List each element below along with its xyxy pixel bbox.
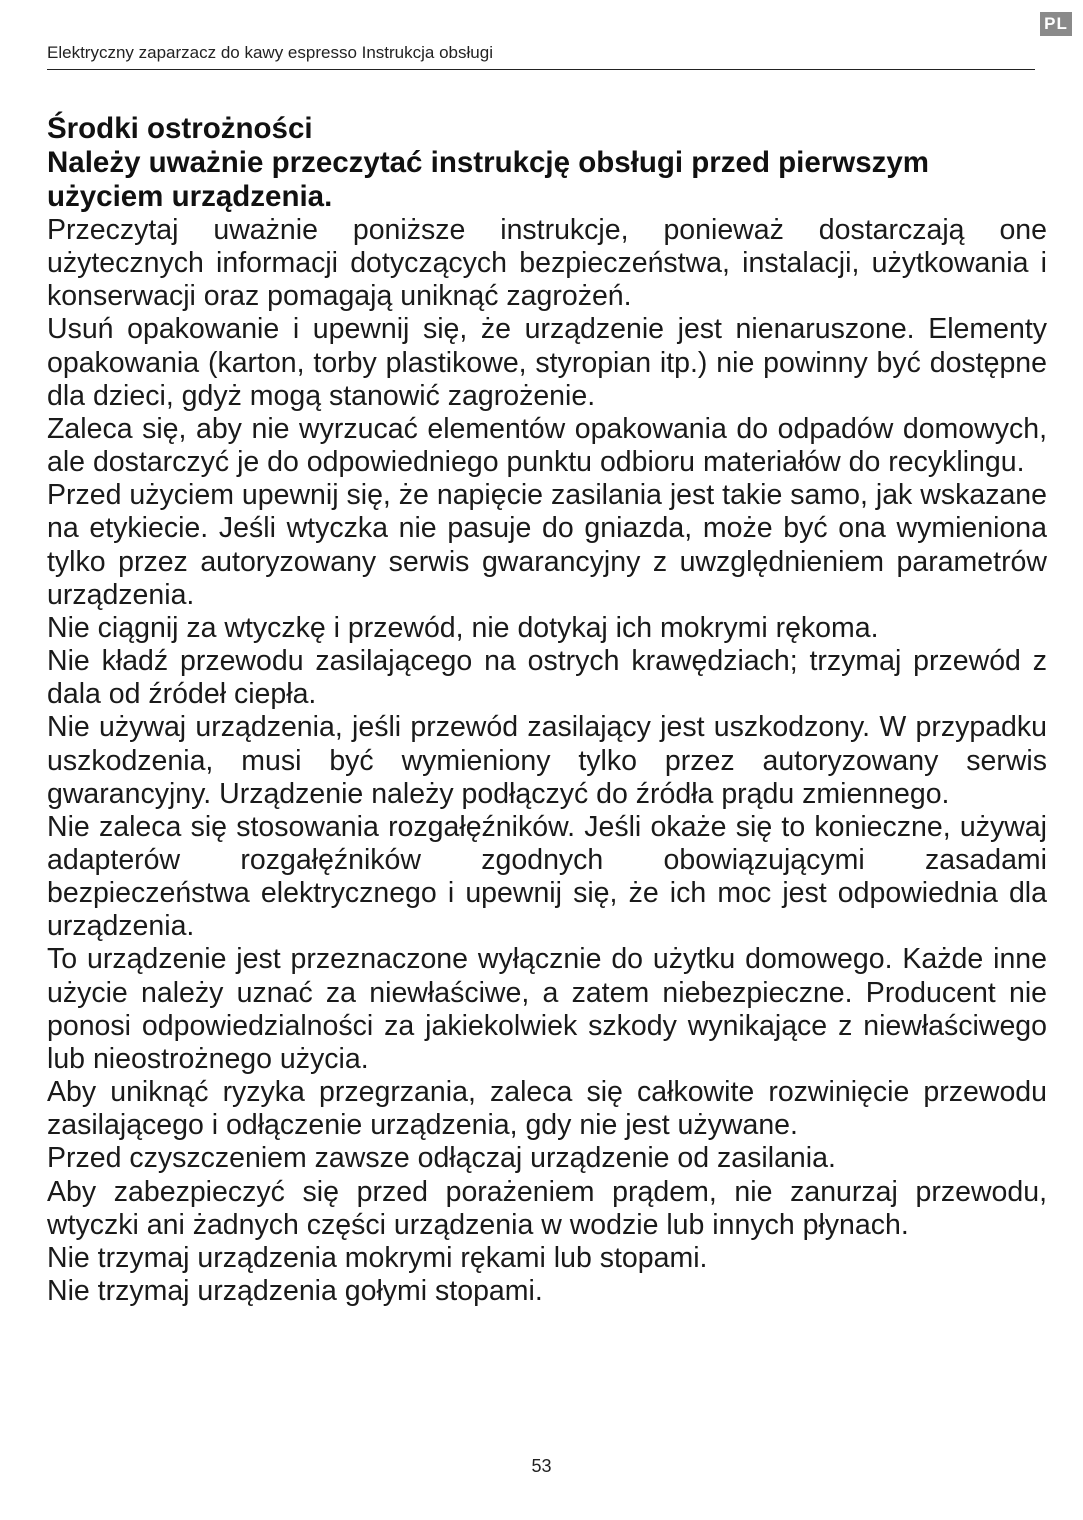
paragraph: Nie używaj urządzenia, jeśli przewód zasilający jest uszkodzony. W przypadku uszkodzenia, musi być wymieniony tylko przez autoryzowany serwis gwarancyjny. Urządzenie należy podłączyć do źródła prądu zmiennego. — [47, 711, 1047, 810]
language-badge: PL — [1040, 12, 1072, 36]
header-divider — [47, 69, 1035, 70]
paragraph: Przed czyszczeniem zawsze odłączaj urządzenie od zasilania. — [47, 1142, 836, 1175]
warning-heading: Należy uważnie przeczytać instrukcję obsługi przed pierwszym użyciem urządzenia. — [47, 146, 930, 213]
paragraph: Nie trzymaj urządzenia mokrymi rękami lub stopami. — [47, 1241, 708, 1274]
paragraph: Nie trzymaj urządzenia gołymi stopami. — [47, 1275, 543, 1307]
paragraph: To urządzenie jest przeznaczone wyłącznie do użytku domowego. Każde inne użycie należy uznać za niewłaściwe, a zatem niebezpieczne. Producent nie ponosi odpowiedzialności za jakiekolwiek szkody wynikające z niewłaściwego lub nieostrożnego użycia. — [47, 943, 1047, 1075]
safety-section — [47, 112, 1047, 1308]
paragraph: Nie zaleca się stosowania rozgałęźników. Jeśli okaże się to konieczne, używaj adapterów rozgałęźników zgodnych obowiązującymi zasadami bezpieczeństwa elektrycznego i upewnij się, że ich moc jest odpowiednia dla urządzenia. — [47, 810, 1047, 943]
paragraph: Zaleca się, aby nie wyrzucać elementów opakowania do odpadów domowych, ale dostarczyć je do odpowiedniego punktu odbioru materiałów do recyklingu. — [47, 412, 1047, 479]
paragraph: Aby zabezpieczyć się przed porażeniem prądem, nie zanurzaj przewodu, wtyczki ani żadnych części urządzenia w wodzie lub innych płynach. — [47, 1175, 1047, 1241]
page-number: 53 — [531, 1456, 552, 1476]
running-header: Elektryczny zaparzacz do kawy espresso Instrukcja obsługi — [47, 43, 493, 62]
paragraph: Nie kładź przewodu zasilającego na ostrych krawędziach; trzymaj przewód z dala od źródeł ciepła. — [47, 645, 1047, 711]
section-title: Środki ostrożności — [47, 112, 313, 145]
paragraph: Przeczytaj uważnie poniższe instrukcje, ponieważ dostarczają one użytecznych informacji dotyczących bezpieczeństwa, instalacji, użytkowania i konserwacji oraz pomagają uniknąć zagrożeń. — [47, 214, 1047, 313]
paragraph: Nie ciągnij za wtyczkę i przewód, nie dotykaj ich mokrymi rękoma. — [47, 611, 879, 644]
paragraph: Aby uniknąć ryzyka przegrzania, zaleca się całkowite rozwinięcie przewodu zasilającego i odłączenie urządzenia, gdy nie jest używane. — [47, 1076, 1047, 1142]
paragraph: Usuń opakowanie i upewnij się, że urządzenie jest nienaruszone. Elementy opakowania (karton, torby plastikowe, styropian itp.) nie powinny być dostępne dla dzieci, gdyż mogą stanowić zagrożenie. — [47, 313, 1047, 412]
paragraph: Przed użyciem upewnij się, że napięcie zasilania jest takie samo, jak wskazane na etykiecie. Jeśli wtyczka nie pasuje do gniazda, może być ona wymieniona tylko przez autoryzowany serwis gwarancyjny z uwzględnieniem parametrów urządzenia. — [47, 479, 1047, 611]
